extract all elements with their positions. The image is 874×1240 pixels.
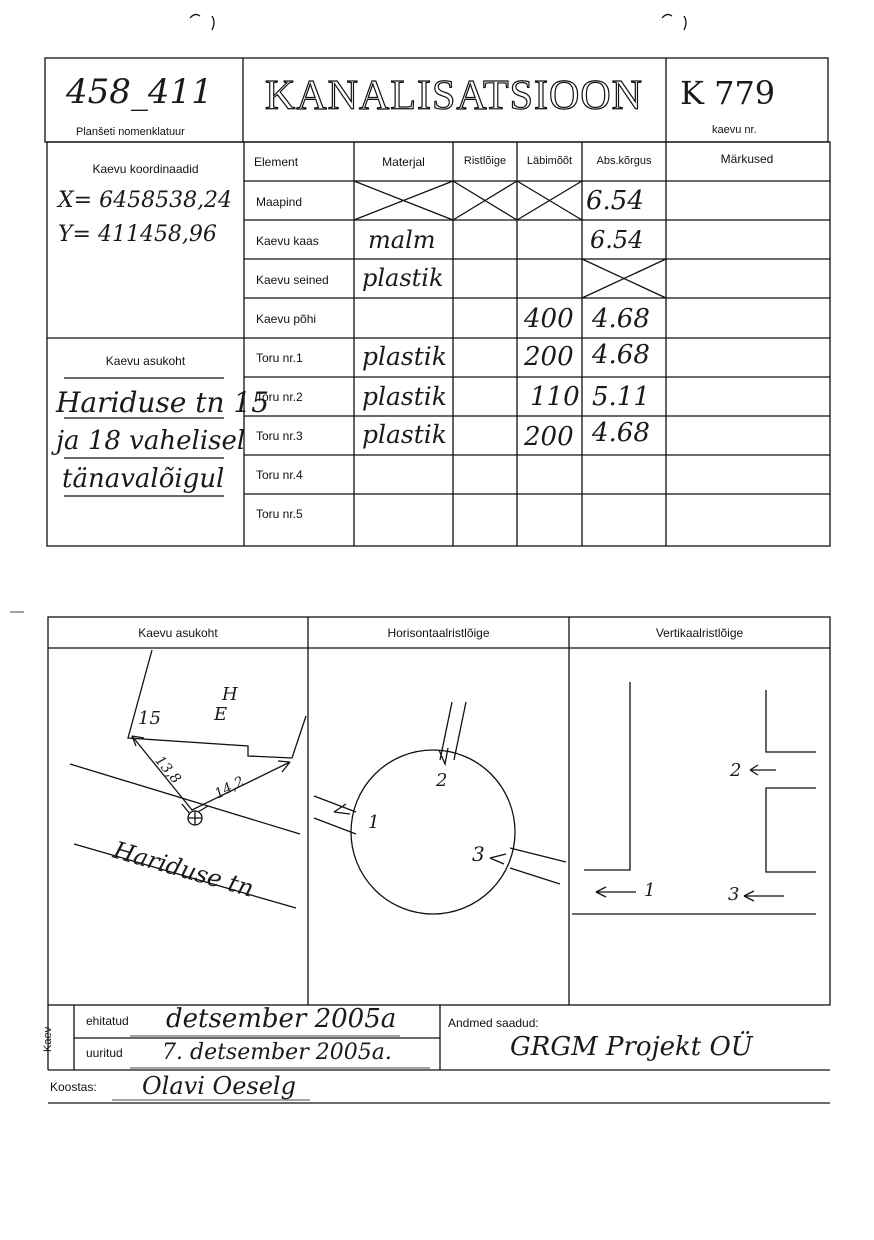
data-source-value: GRGM Projekt OÜ xyxy=(510,1032,753,1062)
material-value: plastik xyxy=(362,382,447,411)
author-value: Olavi Oeselg xyxy=(142,1072,296,1100)
distance-label-1: 13,8 xyxy=(151,752,184,788)
col-header-notes: Märkused xyxy=(720,152,774,166)
location-line-2: ja 18 vahelisel xyxy=(56,426,246,456)
diameter-value: 200 xyxy=(524,422,574,452)
table-row-label: Toru nr.4 xyxy=(256,468,303,482)
location-line-1: Hariduse tn 15 xyxy=(56,386,270,419)
col-header-element: Element xyxy=(254,155,299,169)
col-header-material: Materjal xyxy=(382,155,425,169)
diameter-value: 400 xyxy=(524,304,574,334)
table-row-label: Toru nr.5 xyxy=(256,507,303,521)
location-label: Kaevu asukoht xyxy=(105,354,186,368)
height-value: 6.54 xyxy=(586,186,644,216)
pipe-label-2: 2 xyxy=(436,770,448,791)
table-row-label: Kaevu kaas xyxy=(256,234,319,248)
table-row-label: Maapind xyxy=(256,195,303,209)
table-row-label: Kaevu põhi xyxy=(256,312,317,326)
height-value: 6.54 xyxy=(590,226,644,254)
form-title: KANALISATSIOON xyxy=(265,73,643,119)
height-value: 4.68 xyxy=(592,304,650,334)
diameter-value: 110 xyxy=(530,382,580,412)
panel-title-horizontal: Horisontaalristlõige xyxy=(387,626,490,640)
well-number: K 779 xyxy=(680,74,776,112)
table-row-label: Toru nr.1 xyxy=(256,351,303,365)
surveyed-value: 7. detsember 2005a. xyxy=(162,1040,392,1065)
panel-title-location: Kaevu asukoht xyxy=(138,626,218,640)
table-row-label: Toru nr.3 xyxy=(256,429,303,443)
col-header-diameter: Läbimõõt xyxy=(526,155,573,167)
label-e: E xyxy=(214,704,228,725)
pipe-label-3: 3 xyxy=(728,884,740,905)
street-label: Hariduse tn xyxy=(110,836,257,903)
coords-label: Kaevu koordinaadid xyxy=(92,162,199,176)
author-label: Koostas: xyxy=(50,1080,97,1094)
well-label: kaevu nr. xyxy=(712,124,757,136)
pipe-label-3: 3 xyxy=(472,842,485,866)
material-value: plastik xyxy=(362,342,447,371)
material-value: plastik xyxy=(362,264,444,292)
material-value: plastik xyxy=(362,420,447,449)
distance-label-2: 14,2 xyxy=(212,773,248,803)
height-value: 5.11 xyxy=(592,382,650,412)
table-row-label: Kaevu seined xyxy=(256,273,329,287)
panel-title-vertical: Vertikaalristlõige xyxy=(655,626,744,640)
label-h: H xyxy=(222,684,238,705)
plan-label: Planšeti nomenklatuur xyxy=(76,126,185,138)
side-label: Kaev xyxy=(42,1026,54,1052)
col-header-height: Abs.kõrgus xyxy=(596,155,652,167)
built-label: ehitatud xyxy=(86,1014,129,1028)
plan-number: 458_411 xyxy=(66,72,213,112)
pipe-label-1: 1 xyxy=(644,880,656,901)
col-header-crosssection: Ristlõige xyxy=(463,155,507,167)
diameter-value: 200 xyxy=(524,342,574,372)
height-value: 4.68 xyxy=(592,418,650,448)
built-value: detsember 2005a xyxy=(166,1004,397,1034)
coord-y: Y= 411458,96 xyxy=(58,222,217,247)
location-line-3: tänavalõigul xyxy=(62,464,225,494)
pipe-label-1: 1 xyxy=(368,812,380,833)
data-source-label: Andmed saadud: xyxy=(448,1016,539,1030)
surveyed-label: uuritud xyxy=(86,1046,123,1060)
house-number-label: 15 xyxy=(138,708,161,729)
coord-x: X= 6458538,24 xyxy=(58,188,233,213)
material-value: malm xyxy=(368,226,436,254)
table-row-label: Toru nr.2 xyxy=(256,390,303,404)
pipe-label-2: 2 xyxy=(730,760,742,781)
height-value: 4.68 xyxy=(592,340,650,370)
